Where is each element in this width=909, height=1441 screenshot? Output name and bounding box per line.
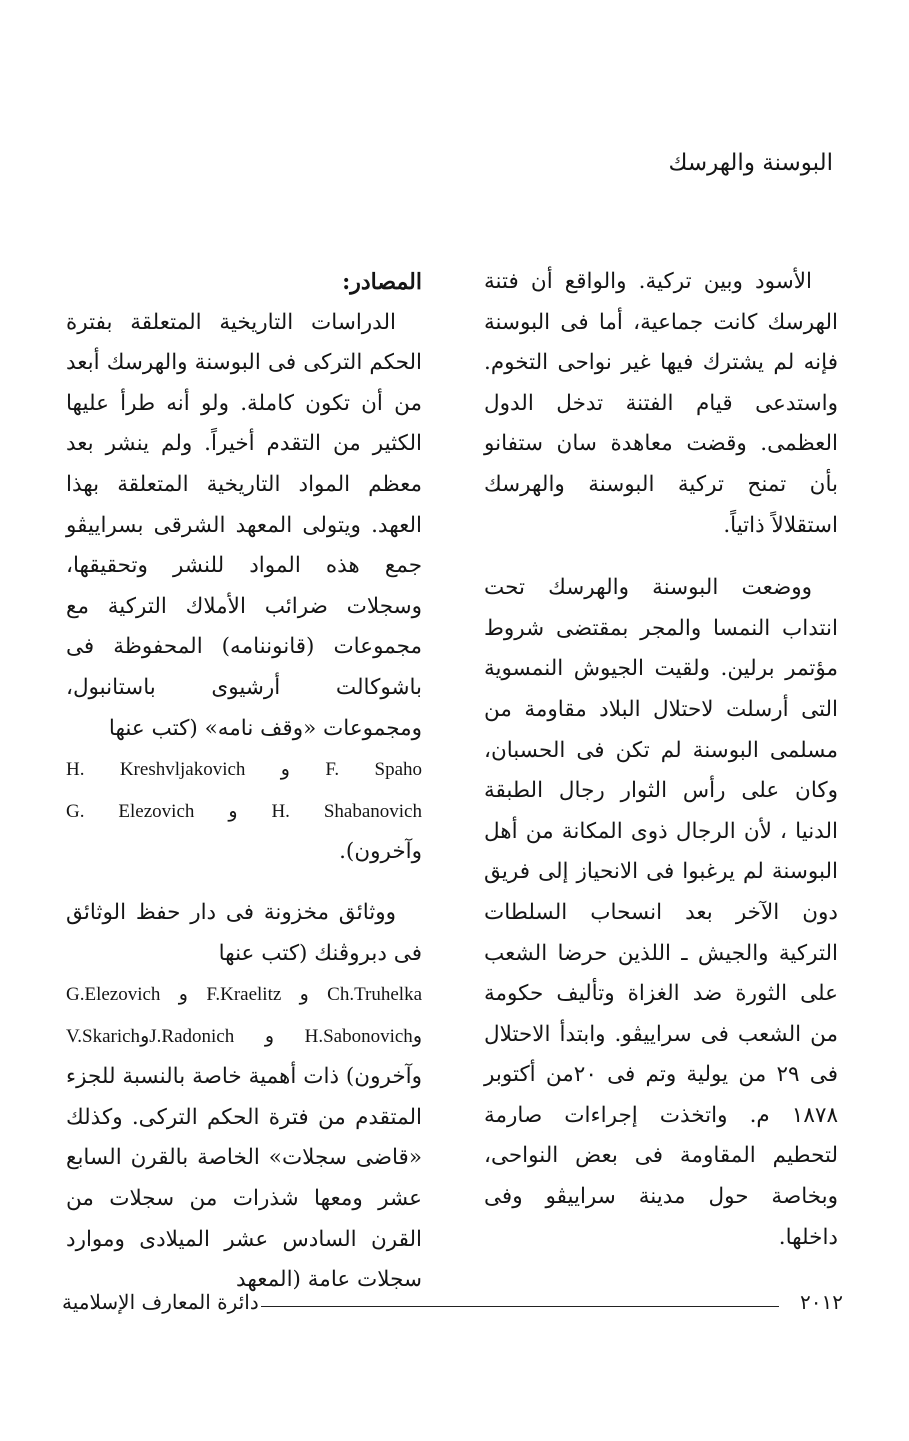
author-name: V.Skarich xyxy=(66,1025,141,1047)
sources-paragraph-2 xyxy=(66,893,422,1301)
author-name: H.Sabonovich xyxy=(304,1025,413,1047)
sources-column xyxy=(66,262,422,1301)
author-name: Ch.Truhelka xyxy=(327,984,423,1006)
author-name: H. Kreshvljakovich xyxy=(66,759,246,781)
right-column-paragraph-2: ووضعت البوسنة والهرسك تحت انتداب النمسا والمجر بمقتضى شروط مؤتمر برلين. ولقيت الجيوش النمسوية التى أرسلت لاحتلال البلاد مقاومة من مسلمى البوسنة لم تكن فى الحسبان، وكان على رأس الثوار رجال الطبقة الدنيا ، لأن الرجال ذوى المكانة من أهل البوسنة لم يرغبوا فى الانحياز إلى فريق دون الآخر بعد انسحاب السلطات التركية والجيش ـ اللذين حرضا الشعب على الثورة ضد الغزاة وتأليف حكومة من الشعب فى سراييڤو. وابتدأ الاحتلال فى ٢٩ من يولية وتم فى ٢٠من أكتوبر ١٨٧٨ م. واتخذت إجراءات صارمة لتحطيم المقاومة فى بعض النواحى، وبخاصة حول مدينة سراييڤو وفى داخلها. xyxy=(484,575,838,1250)
sources-paragraph-1-text: الدراسات التاريخية المتعلقة بفترة الحكم التركى فى البوسنة والهرسك أبعد من أن تكون كاملة. ولو أنه طرأ عليها الكثير من التقدم أخيراً. ولم ينشر بعد معظم المواد التاريخية المتعلقة بهذا العهد. ويتولى المعهد الشرقى بسراييڤو جمع هذه المواد للنشر وتحقيقها، وسجلات ضرائب الأملاك التركية مع مجموعات (قانوننامه) المحفوظة فى باشوكالت أرشيوى باستانبول، ومجموعات «وقف نامه» (كتب عنها xyxy=(66,309,422,741)
author-name: F.Kraelitz xyxy=(206,984,282,1006)
page-number: ٢٠١٢ xyxy=(800,1290,843,1314)
conjunction: و xyxy=(412,1024,422,1047)
author-names-line-3 xyxy=(66,974,422,1016)
sources-paragraph-2-end: وآخرون) ذات أهمية خاصة بالنسبة للجزء المتقدم من فترة الحكم التركى. وكذلك «قاضى سجلات» الخاصة بالقرن السابع عشر ومعها شذرات من سجلات من القرن السادس عشر الميلادى وموارد سجلات عامة (المعهد xyxy=(66,1064,422,1293)
right-column-paragraph-1: الأسود وبين تركية. والواقع أن فتنة الهرسك كانت جماعية، أما فى البوسنة فإنه لم يشترك فيها غير نواحى التخوم. واستدعى قيام الفتنة تدخل الدول العظمى. وقضت معاهدة سان ستفانو بأن تمنح تركية البوسنة والهرسك استقلالاً ذاتياً. xyxy=(484,269,838,538)
author-names-line-1 xyxy=(66,749,422,791)
conjunction: و xyxy=(140,1024,150,1047)
running-header-title: البوسنة والهرسك xyxy=(668,150,833,176)
conjunction: و xyxy=(280,758,290,781)
author-name: F. Spaho xyxy=(325,759,423,781)
author-name: H. Shabanovich xyxy=(271,800,422,822)
page-footer xyxy=(62,1290,843,1322)
author-names-line-2 xyxy=(66,791,422,833)
sources-paragraph-2-start: ووثائق مخزونة فى دار حفظ الوثائق فى دبروڤنك (كتب عنها xyxy=(66,899,422,966)
conjunction: و xyxy=(299,983,309,1006)
author-name: J.Radonich xyxy=(149,1025,235,1047)
footer-divider xyxy=(261,1306,779,1307)
footer-journal-title: دائرة المعارف الإسلامية xyxy=(62,1290,259,1314)
right-text-column xyxy=(484,262,838,1258)
conjunction: و xyxy=(228,799,238,822)
sources-paragraph-1-end: وآخرون). xyxy=(339,839,422,865)
author-names-line-4 xyxy=(66,1016,422,1058)
sources-paragraph-1 xyxy=(66,303,422,873)
conjunction: و xyxy=(264,1024,275,1047)
author-name: G. Elezovich xyxy=(66,800,195,822)
conjunction: و xyxy=(178,983,188,1006)
author-name: G.Elezovich xyxy=(66,984,161,1006)
sources-heading: المصادر: xyxy=(342,269,422,295)
